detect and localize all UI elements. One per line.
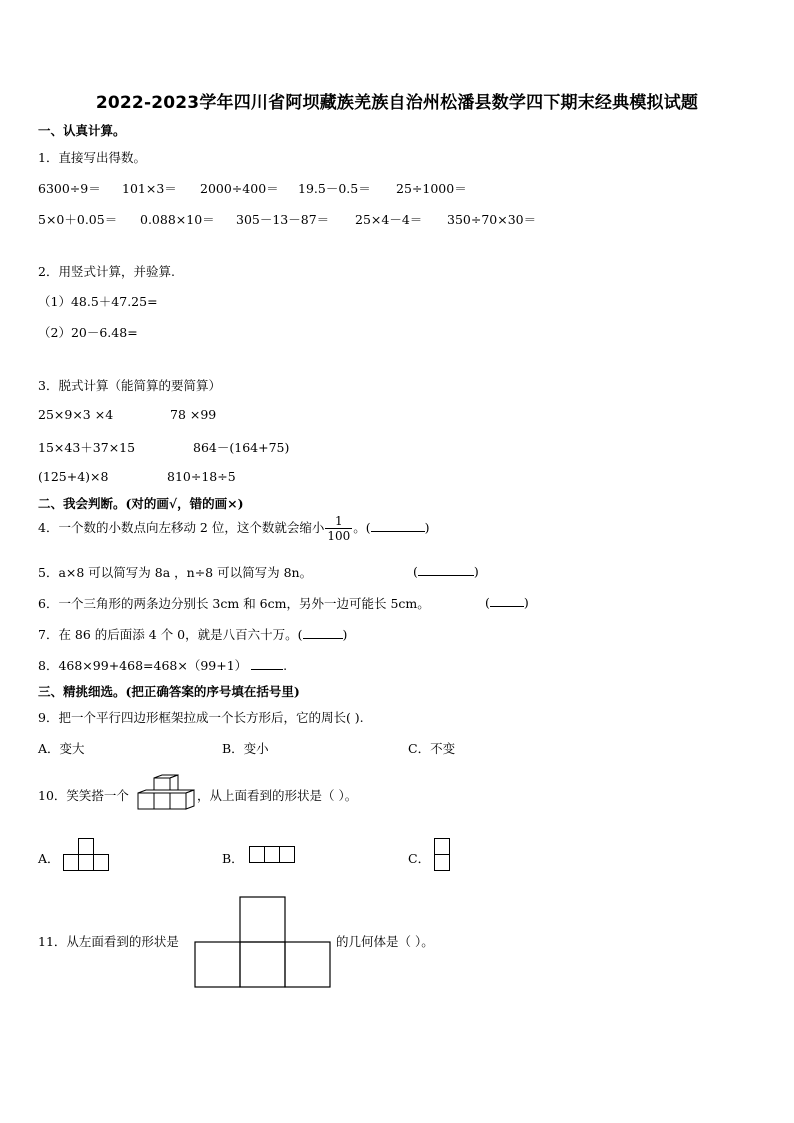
stacked-cubes-figure: [138, 775, 190, 811]
q8-text: 8．468×99+468=468×（99+1）: [38, 658, 248, 673]
q5-answer: [413, 563, 479, 579]
q3-item: 810÷18÷5: [167, 469, 236, 484]
q3-item: 78 ×99: [170, 407, 217, 422]
question-9-stem: 9．把一个平行四边形框架拉成一个长方形后，它的周长( ).: [38, 710, 364, 725]
question-7: [38, 625, 347, 643]
answer-blank[interactable]: [371, 519, 425, 532]
question-6: 6．一个三角形的两条边分别长 3cm 和 6cm，另外一边可能长 5cm。: [38, 596, 430, 611]
question-3-stem: 3．脱式计算（能简算的要简算）: [38, 378, 221, 393]
fraction-numerator: 1: [325, 514, 352, 529]
q9-option-a[interactable]: A．变大: [38, 741, 85, 756]
question-4: [38, 514, 430, 543]
q1-item: 6300÷9＝: [38, 181, 101, 196]
question-2-stem: 2．用竖式计算，并验算.: [38, 264, 175, 279]
option-b-shape: [249, 846, 299, 864]
answer-blank[interactable]: [490, 594, 524, 607]
q2-item: （2）20－6.48=: [38, 325, 138, 340]
section-3-heading: 三、精挑细选。(把正确答案的序号填在括号里): [38, 684, 300, 699]
q3-item: 25×9×3 ×4: [38, 407, 114, 422]
q3-item: (125+4)×8: [38, 469, 109, 484]
q10-option-b[interactable]: B．: [222, 851, 244, 866]
q10-option-c[interactable]: C．: [408, 851, 431, 866]
q10-option-a[interactable]: A．: [38, 851, 60, 866]
q9-option-c[interactable]: C．不变: [408, 741, 456, 756]
q6-paren-open: (: [485, 595, 490, 610]
section-1-heading: 一、认真计算。: [38, 123, 126, 138]
option-a-shape: [63, 838, 111, 872]
fraction-denominator: 100: [327, 529, 351, 543]
question-1-stem: 1．直接写出得数。: [38, 150, 146, 165]
q1-item: 19.5－0.5＝: [298, 181, 371, 196]
q1-item: 350÷70×30＝: [447, 212, 537, 227]
q7-text: 7．在 86 的后面添 4 个 0，就是八百六十万。(: [38, 627, 303, 642]
q7-paren-close: ): [342, 627, 348, 642]
question-11-before: 11．从左面看到的形状是: [38, 934, 179, 949]
q8-end: .: [283, 658, 288, 673]
q6-paren-close: ): [523, 595, 529, 610]
q2-item: （1）48.5＋47.25=: [38, 294, 158, 309]
q1-item: 25×4－4＝: [355, 212, 423, 227]
q4-text: 4．一个数的小数点向左移动 2 位，这个数就会缩小: [38, 520, 325, 535]
q1-item: 2000÷400＝: [200, 181, 279, 196]
question-11-after: 的几何体是（ ）。: [336, 934, 434, 949]
answer-blank[interactable]: [303, 626, 343, 639]
question-10-before: 10．笑笑搭一个: [38, 788, 129, 803]
question-8: [38, 656, 287, 674]
q5-paren-open: (: [413, 564, 418, 579]
question-10-after: ，从上面看到的形状是（ ）。: [197, 788, 358, 803]
q1-item: 0.088×10＝: [140, 212, 215, 227]
q1-item: 101×3＝: [122, 181, 177, 196]
q3-item: 15×43＋37×15: [38, 440, 136, 455]
answer-blank[interactable]: [418, 563, 474, 576]
q4-paren-open: 。(: [353, 520, 371, 535]
q4-paren-close: ): [424, 520, 430, 535]
fraction: [325, 514, 352, 543]
q1-item: 305－13－87＝: [236, 212, 330, 227]
section-2-heading: 二、我会判断。(对的画√，错的画×): [38, 496, 244, 511]
option-c-shape: [434, 838, 452, 872]
q3-item: 864－(164+75): [193, 440, 290, 455]
q1-item: 5×0＋0.05＝: [38, 212, 118, 227]
page-title: 2022-2023学年四川省阿坝藏族羌族自治州松潘县数学四下期末经典模拟试题: [95, 93, 699, 113]
q9-option-b[interactable]: B．变小: [222, 741, 269, 756]
q1-item: 25÷1000＝: [396, 181, 467, 196]
q6-answer: [485, 594, 529, 610]
left-view-figure: [194, 896, 334, 990]
question-5: 5．a×8 可以简写为 8a ，n÷8 可以简写为 8n。: [38, 565, 313, 580]
q5-paren-close: ): [473, 564, 479, 579]
answer-blank[interactable]: [251, 657, 283, 670]
